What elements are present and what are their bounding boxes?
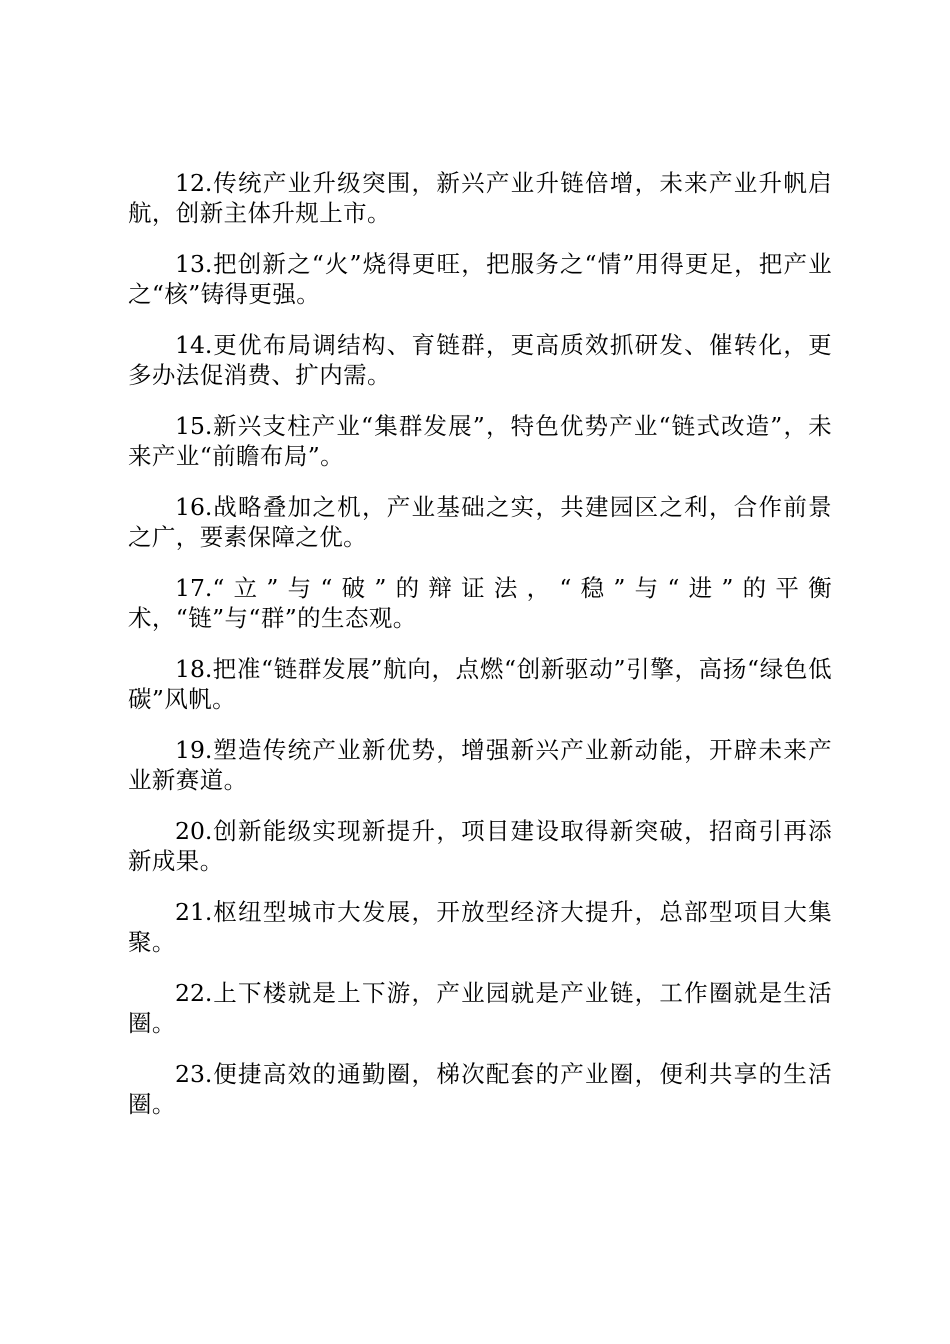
- list-item: [128, 1059, 832, 1119]
- item-number: 12.: [175, 169, 213, 197]
- item-text: 把准“链群发展”航向，点燃“创新驱动”引擎，高扬“绿色低碳”风帆。: [128, 655, 832, 713]
- item-text: 枢纽型城市大发展，开放型经济大提升，总部型项目大集聚。: [128, 898, 832, 956]
- item-number: 18.: [175, 655, 213, 683]
- item-number: 21.: [175, 898, 213, 926]
- item-number: 16.: [175, 493, 213, 521]
- list-item: [128, 330, 832, 390]
- item-number: 17.: [175, 574, 213, 602]
- item-text: 传统产业升级突围，新兴产业升链倍增，未来产业升帆启航，创新主体升规上市。: [128, 169, 832, 227]
- list-item: [128, 249, 832, 309]
- list-item: [128, 573, 832, 633]
- item-number: 13.: [175, 250, 213, 278]
- document-body: [128, 168, 832, 1140]
- item-number: 22.: [175, 979, 213, 1007]
- list-item: [128, 168, 832, 228]
- list-item: [128, 654, 832, 714]
- item-text: 把创新之“火”烧得更旺，把服务之“情”用得更足，把产业之“核”铸得更强。: [128, 250, 832, 308]
- list-item: [128, 411, 832, 471]
- item-text: “立”与“破”的辩证法，“稳”与“进”的平衡术，“链”与“群”的生态观。: [128, 574, 832, 632]
- item-text: 更优布局调结构、育链群，更高质效抓研发、催转化，更多办法促消费、扩内需。: [128, 331, 832, 389]
- item-text: 战略叠加之机，产业基础之实，共建园区之利，合作前景之广，要素保障之优。: [128, 493, 832, 551]
- list-item: [128, 816, 832, 876]
- list-item: [128, 978, 832, 1038]
- list-item: [128, 492, 832, 552]
- item-number: 14.: [175, 331, 213, 359]
- item-number: 19.: [175, 736, 213, 764]
- item-text: 创新能级实现新提升，项目建设取得新突破，招商引再添新成果。: [128, 817, 832, 875]
- item-text: 上下楼就是上下游，产业园就是产业链，工作圈就是生活圈。: [128, 979, 832, 1037]
- item-text: 便捷高效的通勤圈，梯次配套的产业圈，便利共享的生活圈。: [128, 1060, 832, 1118]
- list-item: [128, 735, 832, 795]
- item-number: 15.: [175, 412, 213, 440]
- item-number: 23.: [175, 1060, 213, 1088]
- item-number: 20.: [175, 817, 213, 845]
- list-item: [128, 897, 832, 957]
- item-text: 塑造传统产业新优势，增强新兴产业新动能，开辟未来产业新赛道。: [128, 736, 832, 794]
- item-text: 新兴支柱产业“集群发展”，特色优势产业“链式改造”，未来产业“前瞻布局”。: [128, 412, 832, 470]
